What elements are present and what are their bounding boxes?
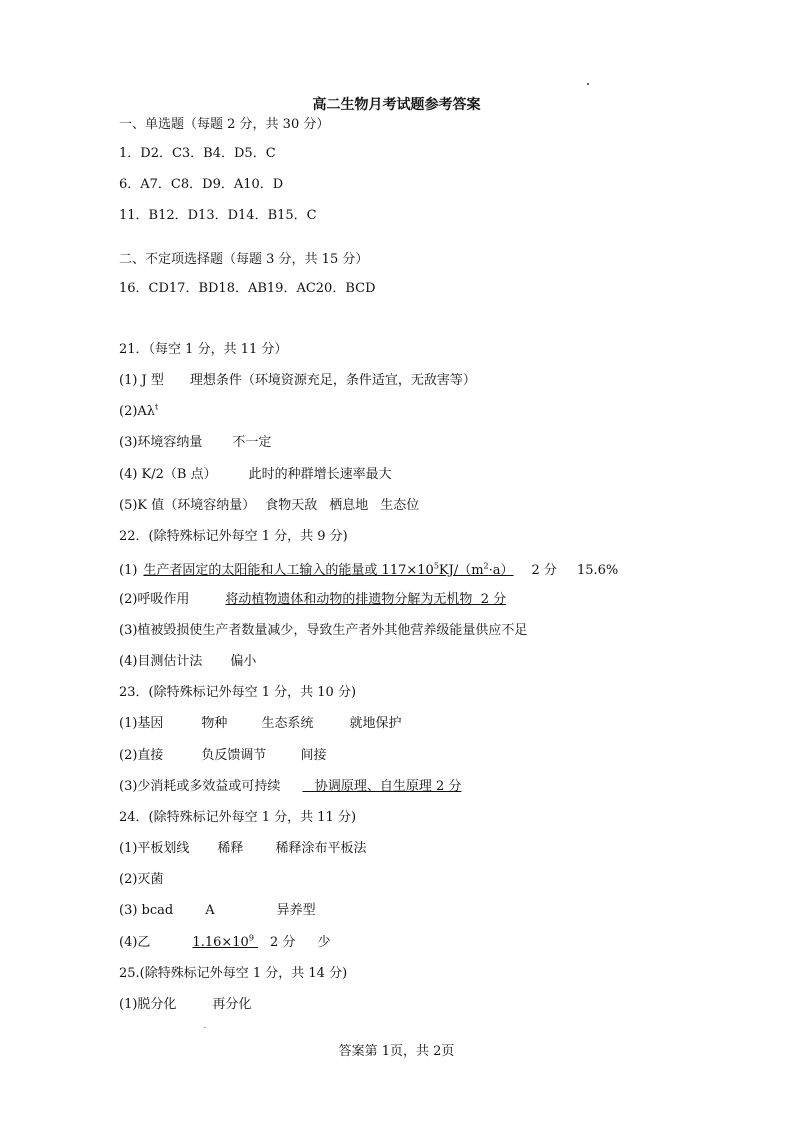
answer-text: 就地保护 (349, 716, 402, 731)
answer-row: 16．CD17．BD18．AB19．AC20．BCD (119, 281, 376, 296)
q21-answer-1 (119, 372, 476, 390)
q24-answer-4 (119, 934, 330, 952)
answer-label: (4)乙 (119, 935, 151, 950)
q24-answer-3 (119, 902, 316, 920)
answer-text: 1.16×10 (192, 935, 249, 950)
answer-text: 稀释 (217, 841, 244, 856)
score: 2 分 (480, 592, 507, 607)
section1-heading: 一、单选题（每题 2 分，共 30 分） (119, 117, 330, 132)
q22-answer-2 (119, 591, 506, 609)
answer-label: (4)目测估计法 (119, 654, 203, 669)
answer-label: (1)脱分化 (119, 997, 177, 1012)
q21-answer-3 (119, 434, 271, 452)
q25-answer-1 (119, 996, 251, 1014)
q24-heading: 24．(除特殊标记外每空 1 分，共 11 分) (119, 810, 357, 825)
answer-text: 不一定 (232, 435, 272, 450)
answer-label: (2)Aλ (119, 404, 156, 419)
answer-text: 将动植物遗体和动物的排遗物分解为无机物 (225, 592, 473, 607)
answer-text: A (205, 903, 215, 918)
answer-label: (1)基因 (119, 716, 164, 731)
superscript: t (155, 402, 159, 412)
answer-text: 15.6% (576, 563, 619, 578)
answer-text: 异养型 (276, 903, 316, 918)
answer-row: 6．A7．C8．D9．A10．D (119, 177, 284, 192)
score: 2 分 (435, 779, 462, 794)
q22-answer-1 (119, 562, 618, 580)
score: 2 分 (531, 563, 557, 578)
page-title: 高二生物月考试题参考答案 (312, 97, 481, 113)
q24-answer-2: (2)灭菌 (119, 872, 164, 887)
underlined-answer (143, 563, 513, 578)
underlined-answer (302, 779, 461, 794)
answer-label: (4) K/2（B 点） (119, 467, 217, 482)
q23-answer-1 (119, 715, 401, 733)
answer-text: 栖息地 (329, 498, 369, 513)
answer-text: 理想条件（环境资源充足，条件适宜，无敌害等） (189, 373, 476, 388)
superscript: 5 (433, 561, 439, 571)
answer-label: (2)直接 (119, 748, 164, 763)
q22-answer-4 (119, 653, 256, 671)
answer-text: 负反馈调节 (201, 748, 267, 763)
underlined-answer (192, 935, 258, 950)
answer-label: (1) (119, 563, 138, 578)
q21-answer-4 (119, 466, 392, 484)
answer-text: 稀释涂布平板法 (275, 841, 367, 856)
answer-text: 食物天敌 (265, 498, 318, 513)
section2-heading: 二、不定项选择题（每题 3 分，共 15 分） (119, 252, 369, 267)
answer-text: 偏小 (230, 654, 257, 669)
stray-dot (587, 83, 589, 85)
answer-text: 生态系统 (261, 716, 314, 731)
q25-heading: 25.(除特殊标记外每空 1 分，共 14 分) (119, 966, 348, 981)
answer-label: (2)呼吸作用 (119, 592, 190, 607)
q23-answer-2 (119, 747, 326, 765)
score: 2 分 (270, 935, 296, 950)
answer-label: (1)平板划线 (119, 841, 190, 856)
stray-mark (204, 1027, 206, 1028)
q21-answer-5 (119, 497, 419, 515)
underlined-answer (225, 592, 506, 607)
answer-text: 生产者固定的太阳能和人工输入的能量或 117×10 (143, 563, 434, 578)
answer-label: (3) bcad (119, 903, 174, 918)
superscript: 2 (483, 561, 489, 571)
q21-heading: 21．（每空 1 分，共 11 分） (119, 342, 288, 357)
answer-label: (1) J 型 (119, 373, 164, 388)
q21-answer-2 (119, 403, 158, 421)
q23-answer-3 (119, 778, 461, 796)
answer-text: 间接 (300, 748, 327, 763)
answer-text: 物种 (201, 716, 228, 731)
superscript: 9 (248, 933, 254, 943)
answer-label: (3)少消耗或多效益或可持续 (119, 779, 281, 794)
q24-answer-1 (119, 840, 366, 858)
answer-text: KJ/（m (438, 563, 484, 578)
answer-row: 11．B12．D13．D14．B15．C (119, 208, 317, 223)
q22-answer-3: (3)植被毁损使生产者数量减少，导致生产者外其他营养级能量供应不足 (119, 623, 528, 638)
answer-text: 再分化 (212, 997, 252, 1012)
answer-text: 此时的种群增长速率最大 (248, 467, 392, 482)
answer-label: (5)K 值（环境容纳量） (119, 498, 256, 513)
answer-text: 生态位 (380, 498, 420, 513)
answer-label: (3)环境容纳量 (119, 435, 203, 450)
answer-text: 协调原理、自生原理 (314, 779, 432, 794)
answer-row: 1．D2．C3．B4．D5．C (119, 146, 276, 161)
answer-text: ·a） (488, 563, 514, 578)
page-footer: 答案第 1页，共 2页 (338, 1044, 455, 1059)
answer-text: 少 (317, 935, 331, 950)
q23-heading: 23．(除特殊标记外每空 1 分，共 10 分) (119, 685, 357, 700)
q22-heading: 22．(除特殊标记外每空 1 分，共 9 分) (119, 529, 348, 544)
